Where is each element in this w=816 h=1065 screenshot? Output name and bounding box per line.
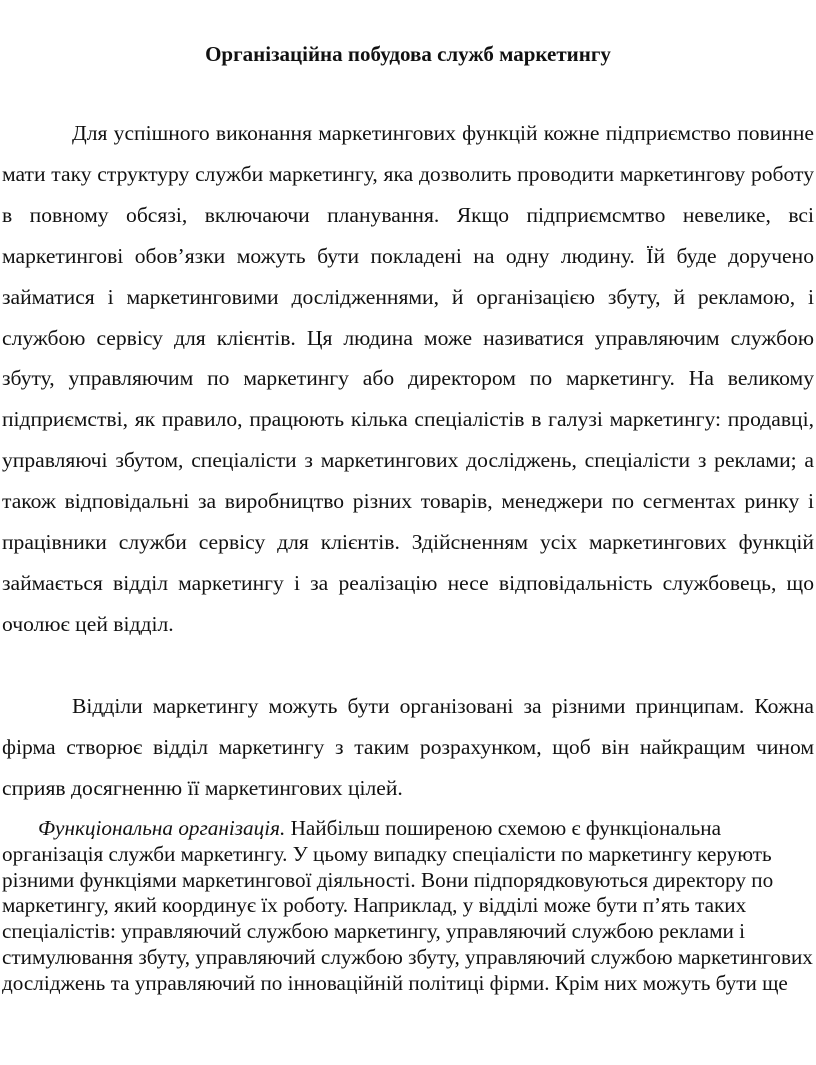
paragraph-intro: Для успішного виконання маркетингових функцій кожне підприємство повинне мати таку структуру служби маркетингу, яка дозволить проводити маркетингову роботу в повному обсязі, включаючи планування. Якщо підприємсмтво невелике, всі маркетингові обов’язки можуть бути покладені на одну людину. Їй буде доручено займатися і маркетинговими дослідженнями, й організацією збуту, й рекламою, і службою сервісу для клієнтів. Ця людина може називатися управляючим службою збуту, управляючим по маркетингу або директором по маркетингу. На великому підприємстві, як правило, працюють кілька спеціалістів в галузі маркетингу: продавці, управляючі збутом, спеціалісти з маркетингових досліджень, спеціалісти з реклами; а також відповідальні за виробництво різних товарів, менеджери по сегментах ринку і працівники служби сервісу для клієнтів. Здійсненням усіх маркетингових функцій займається відділ маркетингу і за реалізацію несе відповідальність службовець, що очолює цей відділ. <box>2 121 814 636</box>
paragraph-departments: Відділи маркетингу можуть бути організовані за різними принципам. Кожна фірма створює відділ маркетингу з таким розрахунком, щоб він найкращим чином сприяв досягненню її маркетингових цілей. <box>2 694 814 800</box>
paragraph-functional-organization <box>2 816 814 997</box>
functional-organization-term: Функціональна організація. <box>38 816 286 840</box>
functional-organization-text: Найбільш поширеною схемою є функціональна організація служби маркетингу. У цьому випадку спеціалісти по маркетингу керують різними функціями маркетингової діяльності. Вони підпорядковуються директору по маркетингу, який координує їх роботу. Наприклад, у відділі може бути п’ять таких спеціалістів: управляючий службою маркетингу, управляючий службою реклами і стимулювання збуту, управляючий службою збуту, управляючий службою маркетингових досліджень та управляючий по інноваційній політиці фірми. Крім них можуть бути ще <box>2 816 813 995</box>
page-title: Організаційна побудова служб маркетингу <box>205 42 611 66</box>
